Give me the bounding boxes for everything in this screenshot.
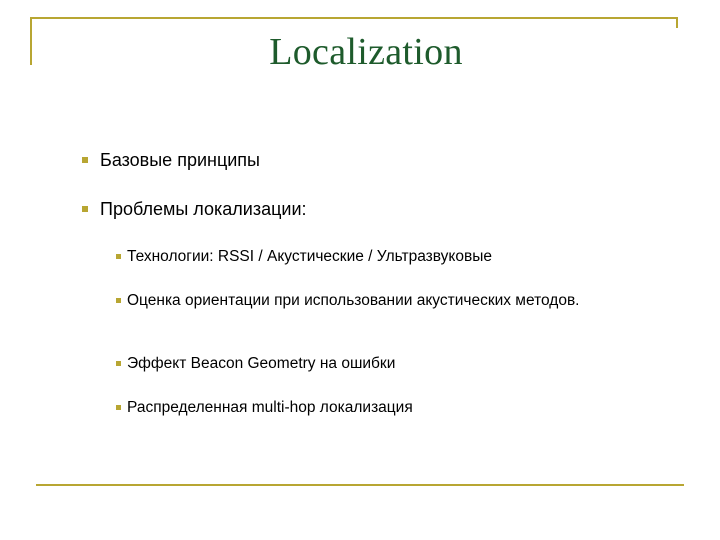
subbullet-text: Эффект Beacon Geometry на ошибки — [127, 355, 396, 372]
subbullet-item — [116, 353, 616, 375]
frame-top-right-tick — [676, 17, 678, 28]
bullet-text: Базовые принципы — [100, 150, 260, 170]
subbullet-text: Технологии: RSSI / Акустические / Ультразвуковые — [127, 248, 492, 265]
subbullet-item — [116, 397, 616, 419]
square-bullet-icon — [116, 405, 121, 410]
subbullet-item — [116, 290, 586, 312]
bullet-item — [82, 150, 260, 171]
square-bullet-icon — [116, 254, 121, 259]
square-bullet-icon — [82, 157, 88, 163]
frame-top-line — [30, 17, 678, 19]
frame-bottom-line — [36, 484, 684, 486]
subbullet-text: Распределенная multi-hop локализация — [127, 399, 413, 416]
bullet-text: Проблемы локализации: — [100, 199, 307, 219]
subbullet-item — [116, 246, 616, 268]
square-bullet-icon — [116, 361, 121, 366]
square-bullet-icon — [116, 298, 121, 303]
slide-title: Localization — [269, 31, 463, 73]
bullet-item — [82, 199, 307, 220]
subbullet-text: Оценка ориентации при использовании акустических методов. — [127, 292, 580, 309]
square-bullet-icon — [82, 206, 88, 212]
